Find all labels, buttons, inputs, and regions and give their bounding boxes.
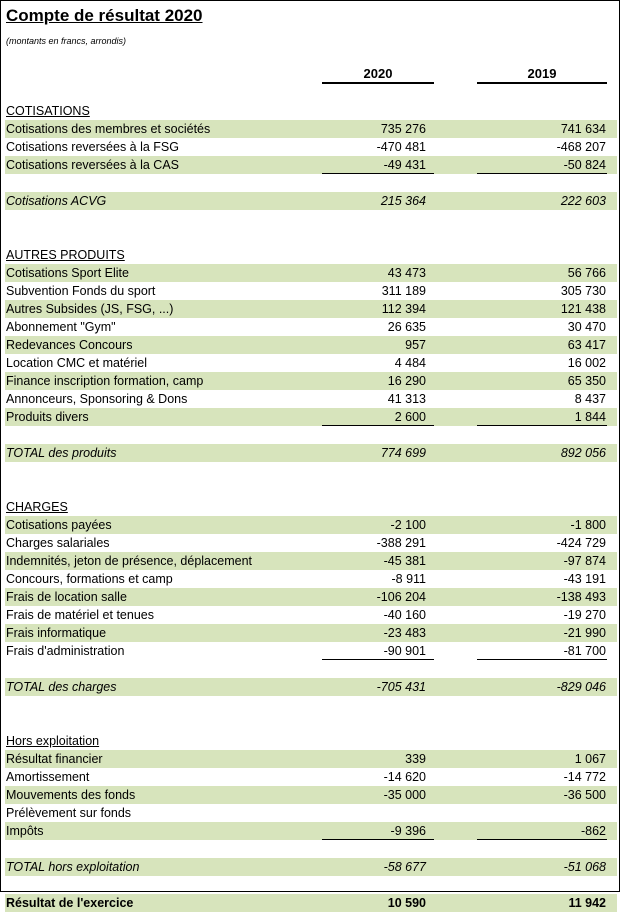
value-2020: -14 620 xyxy=(383,770,426,784)
value-2020: 957 xyxy=(405,338,426,352)
value-2020: -49 431 xyxy=(322,156,434,174)
row-label: Frais d'administration xyxy=(6,644,125,658)
value-2020: 10 590 xyxy=(387,896,426,910)
row-label: Cotisations Sport Elite xyxy=(6,266,129,280)
row-label: Redevances Concours xyxy=(6,338,133,352)
row-label: Annonceurs, Sponsoring & Dons xyxy=(6,392,188,406)
table-row xyxy=(5,768,617,786)
result-row xyxy=(5,894,617,912)
value-2019: 30 470 xyxy=(567,320,606,334)
section-header-row xyxy=(5,102,617,120)
value-2019: -1 800 xyxy=(570,518,606,532)
row-label: Résultat financier xyxy=(6,752,103,766)
value-2020: 16 290 xyxy=(387,374,426,388)
value-2020: -23 483 xyxy=(383,626,426,640)
table-row xyxy=(5,552,617,570)
value-2019: 1 844 xyxy=(477,408,607,426)
column-header-2019: 2019 xyxy=(477,64,607,84)
table-row xyxy=(5,300,617,318)
table-row xyxy=(5,516,617,534)
row-label: Subvention Fonds du sport xyxy=(6,284,156,298)
value-2019: -81 700 xyxy=(477,642,607,660)
table-row xyxy=(5,534,617,552)
table-row xyxy=(5,138,617,156)
value-2019: -862 xyxy=(477,822,607,840)
value-2019: 741 634 xyxy=(560,122,606,136)
value-2020: 311 189 xyxy=(381,284,426,298)
row-label: Amortissement xyxy=(6,770,90,784)
row-label: TOTAL des produits xyxy=(6,446,117,460)
table-row xyxy=(5,156,617,174)
table-row xyxy=(5,606,617,624)
row-label: Indemnités, jeton de présence, déplacement xyxy=(6,554,252,568)
row-label: Impôts xyxy=(6,824,44,838)
value-2019: -50 824 xyxy=(477,156,607,174)
row-label: Produits divers xyxy=(6,410,89,424)
value-2020: 26 635 xyxy=(387,320,426,334)
value-2020: 215 364 xyxy=(380,194,426,208)
table-row xyxy=(5,264,617,282)
row-label: Frais de matériel et tenues xyxy=(6,608,154,622)
value-2019: -829 046 xyxy=(556,680,606,694)
total-row xyxy=(5,678,617,696)
spacer-row xyxy=(5,714,617,732)
row-label: Cotisations payées xyxy=(6,518,112,532)
value-2020: -705 431 xyxy=(376,680,426,694)
value-2020: -35 000 xyxy=(383,788,426,802)
value-2020: -45 381 xyxy=(383,554,426,568)
row-label: Finance inscription formation, camp xyxy=(6,374,204,388)
value-2020: -388 291 xyxy=(376,536,426,550)
value-2019: -138 493 xyxy=(556,590,606,604)
spacer-row xyxy=(5,660,617,678)
row-label: Cotisations des membres et sociétés xyxy=(6,122,211,136)
table-row xyxy=(5,570,617,588)
value-2020: 339 xyxy=(405,752,426,766)
table-row xyxy=(5,804,617,822)
value-2020: -470 481 xyxy=(376,140,426,154)
value-2020: 112 394 xyxy=(381,302,426,316)
row-label: Résultat de l'exercice xyxy=(6,896,134,910)
table-row xyxy=(5,354,617,372)
value-2019: -51 068 xyxy=(563,860,606,874)
row-label: Mouvements des fonds xyxy=(6,788,136,802)
value-2019: 892 056 xyxy=(560,446,606,460)
value-2020: -8 911 xyxy=(391,572,426,586)
section-header-row xyxy=(5,732,617,750)
row-label: Hors exploitation xyxy=(6,734,100,748)
spacer-row xyxy=(5,462,617,480)
row-label: Prélèvement sur fonds xyxy=(6,806,132,820)
value-2020: -58 677 xyxy=(383,860,426,874)
table-row xyxy=(5,642,617,660)
row-label: TOTAL hors exploitation xyxy=(6,860,140,874)
row-label: TOTAL des charges xyxy=(6,680,117,694)
value-2019: -36 500 xyxy=(563,788,606,802)
value-2019: 121 438 xyxy=(560,302,606,316)
row-label: Abonnement "Gym" xyxy=(6,320,116,334)
table-row xyxy=(5,408,617,426)
row-label: Cotisations reversées à la CAS xyxy=(6,158,179,172)
page-title: Compte de résultat 2020 xyxy=(6,6,203,25)
value-2020: 735 276 xyxy=(380,122,426,136)
row-label: Location CMC et matériel xyxy=(6,356,148,370)
section-header-row xyxy=(5,246,617,264)
value-2019: -14 772 xyxy=(563,770,606,784)
value-2019: -97 874 xyxy=(563,554,606,568)
table-row xyxy=(5,588,617,606)
table-row xyxy=(5,750,617,768)
value-2019: 56 766 xyxy=(567,266,606,280)
value-2019: -19 270 xyxy=(563,608,606,622)
row-label: Cotisations reversées à la FSG xyxy=(6,140,179,154)
row-label: CHARGES xyxy=(6,500,68,514)
section-header-row xyxy=(5,498,617,516)
spacer-row xyxy=(5,480,617,498)
value-2019: 222 603 xyxy=(560,194,606,208)
total-row xyxy=(5,858,617,876)
page-subtitle: (montants en francs, arrondis) xyxy=(6,36,127,46)
row-label: COTISATIONS xyxy=(6,104,90,118)
spacer-row xyxy=(5,840,617,858)
spacer-row xyxy=(5,84,617,102)
spacer-row xyxy=(5,876,617,894)
row-label: Charges salariales xyxy=(6,536,110,550)
table-row xyxy=(5,282,617,300)
spacer-row xyxy=(5,174,617,192)
value-2020: -106 204 xyxy=(376,590,426,604)
spacer-row xyxy=(5,210,617,228)
value-2019: 305 730 xyxy=(560,284,606,298)
value-2020: -9 396 xyxy=(322,822,434,840)
value-2019: 1 067 xyxy=(574,752,606,766)
table-row xyxy=(5,372,617,390)
value-2019: 65 350 xyxy=(567,374,606,388)
value-2020: -40 160 xyxy=(383,608,426,622)
row-label: Concours, formations et camp xyxy=(6,572,173,586)
statement-rows xyxy=(5,84,617,912)
table-row xyxy=(5,120,617,138)
value-2019: 8 437 xyxy=(574,392,606,406)
spacer-row xyxy=(5,696,617,714)
value-2020: 43 473 xyxy=(387,266,426,280)
value-2020: 4 484 xyxy=(394,356,426,370)
table-row xyxy=(5,318,617,336)
value-2019: -21 990 xyxy=(563,626,606,640)
table-row xyxy=(5,390,617,408)
table-row xyxy=(5,624,617,642)
row-label: Cotisations ACVG xyxy=(6,194,107,208)
value-2020: 774 699 xyxy=(380,446,426,460)
value-2020: 2 600 xyxy=(322,408,434,426)
table-row xyxy=(5,786,617,804)
value-2019: -424 729 xyxy=(556,536,606,550)
column-header-2020: 2020 xyxy=(322,64,434,84)
value-2019: 11 942 xyxy=(568,896,606,910)
row-label: AUTRES PRODUITS xyxy=(6,248,125,262)
value-2019: -468 207 xyxy=(556,140,606,154)
value-2019: -43 191 xyxy=(563,572,606,586)
spacer-row xyxy=(5,228,617,246)
spacer-row xyxy=(5,426,617,444)
value-2020: -2 100 xyxy=(390,518,426,532)
row-label: Frais informatique xyxy=(6,626,107,640)
value-2019: 16 002 xyxy=(567,356,606,370)
value-2020: 41 313 xyxy=(387,392,426,406)
total-row xyxy=(5,192,617,210)
total-row xyxy=(5,444,617,462)
row-label: Autres Subsides (JS, FSG, ...) xyxy=(6,302,174,316)
table-row xyxy=(5,822,617,840)
row-label: Frais de location salle xyxy=(6,590,127,604)
value-2020: -90 901 xyxy=(322,642,434,660)
table-row xyxy=(5,336,617,354)
value-2019: 63 417 xyxy=(567,338,606,352)
